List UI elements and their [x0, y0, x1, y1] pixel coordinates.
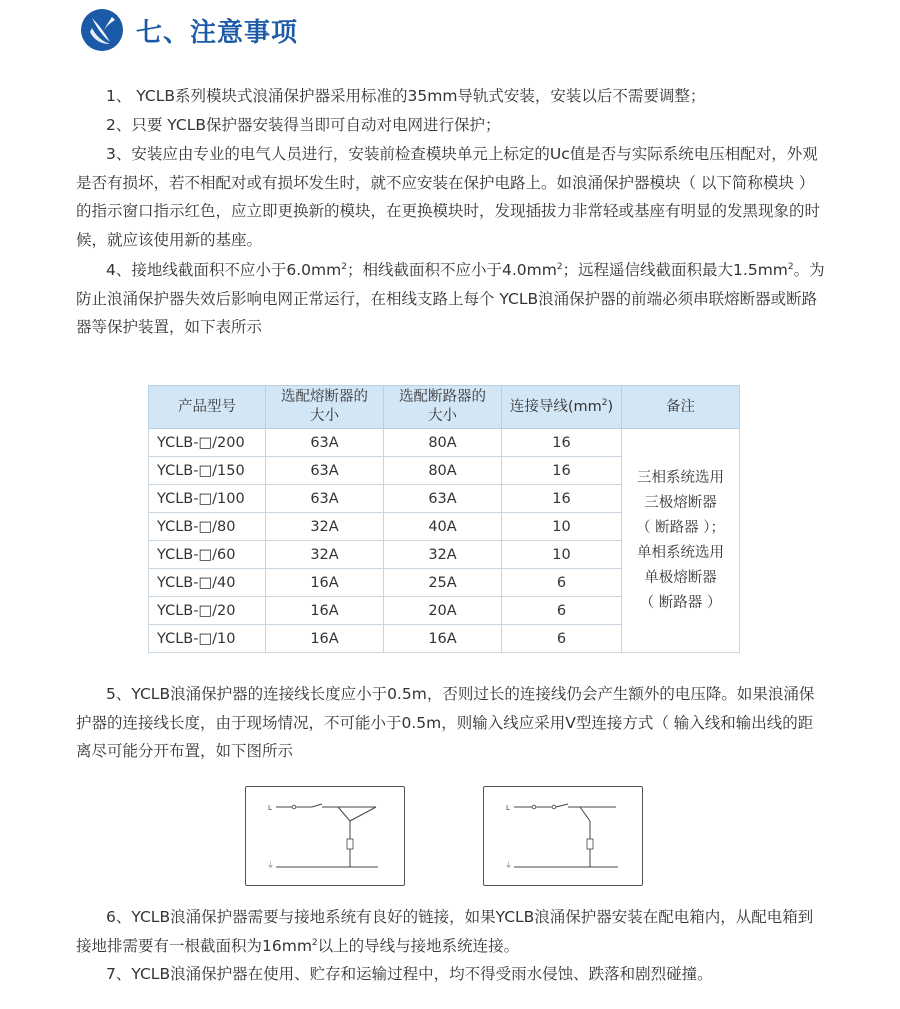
note-item-4-text-c: ；远程遥信线截面积最大1.5mm: [562, 261, 788, 279]
table-header-text: 选配断路器的 大小: [399, 389, 486, 424]
note-item-6-text-a: 6、YCLB浪涌保护器需要与接地系统有良好的链接，如果YCLB浪涌保护器安装在配电箱内，从配电箱到接地排需要有一根截面积为16mm: [76, 908, 814, 955]
table-cell-fuse: 32A: [266, 541, 384, 569]
ground-label: ⏚: [267, 861, 274, 869]
table-header-row: [149, 386, 740, 429]
section-title: 七、注意事项: [136, 17, 299, 48]
table-cell-wire: 10: [502, 541, 622, 569]
table-header-wire: [502, 386, 622, 429]
table-cell-wire: 10: [502, 513, 622, 541]
line-label: L: [506, 804, 510, 812]
v-wiring-diagram-2: [483, 786, 643, 886]
table-cell-model: YCLB-□/100: [149, 485, 266, 513]
table-cell-model: YCLB-□/200: [149, 429, 266, 457]
table-header-text: 连接导线(mm: [509, 398, 602, 415]
note-item-4-text-a: 4、接地线截面积不应小于6.0mm: [106, 261, 342, 279]
line-label: L: [268, 804, 272, 812]
table-cell-fuse: 32A: [266, 513, 384, 541]
note-item-3-text: 3、安装应由专业的电气人员进行，安装前检查模块单元上标定的Uc值是否与实际系统电压相配对，外观是否有损坏，若不相配对或有损坏发生时，就不应安装在保护电路上。如浪涌保护器模块（ 以下简称模块 ）的指示窗口指示红色，应立即更换新的模块，在更换模块时，发现插拔力非常轻或基座有明显的发黑现象的时候，就应该使用新的基座。: [76, 145, 821, 249]
table-cell-model: YCLB-□/150: [149, 457, 266, 485]
table-cell-breaker: 40A: [384, 513, 502, 541]
table-header-fuse: [266, 386, 384, 429]
note-item-4-text-b: ；相线截面积不应小于4.0mm: [346, 261, 557, 279]
table-cell-model: YCLB-□/80: [149, 513, 266, 541]
note-item-4-text-d: 。为防止浪涌保护器失效后影响电网正常运行，在相线支路上每个 YCLB浪涌保护器的前端必须串联熔断器或断路器等保护装置，如下表所示: [76, 261, 825, 336]
table-cell-model: YCLB-□/40: [149, 569, 266, 597]
table-cell-breaker: 20A: [384, 597, 502, 625]
table-cell-breaker: 63A: [384, 485, 502, 513]
table-cell-breaker: 80A: [384, 429, 502, 457]
note-item-6-text-b: 以上的导线与接地系统连接。: [317, 936, 520, 955]
table-cell-model: YCLB-□/20: [149, 597, 266, 625]
table-cell-fuse: 16A: [266, 597, 384, 625]
note-item-3: [76, 140, 828, 254]
table-cell-breaker: 32A: [384, 541, 502, 569]
superscript: 2: [341, 261, 347, 272]
table-header-text: ): [607, 398, 614, 415]
table-header-text: 选配熔断器的 大小: [281, 389, 368, 424]
table-cell-breaker: 16A: [384, 625, 502, 653]
table-header-model: [149, 386, 266, 429]
note-item-5-text: 5、YCLB浪涌保护器的连接线长度应小于0.5m，否则过长的连接线仍会产生额外的电压降。如果浪涌保护器的连接线长度，由于现场情况，不可能小于0.5m，则输入线应采用V型连接方式（ 输入线和输出线的距离尽可能分开布置，如下图所示: [76, 685, 815, 760]
note-item-7: [76, 960, 828, 989]
superscript: 2: [311, 937, 318, 948]
table-cell-wire: 6: [502, 625, 622, 653]
table-cell-wire: 6: [502, 569, 622, 597]
v-wiring-diagram-icon: [246, 787, 404, 885]
table-cell-breaker: 80A: [384, 457, 502, 485]
note-item-2-text: 2、只要 YCLB保护器安装得当即可自动对电网进行保护；: [106, 116, 501, 134]
company-logo-icon: [80, 8, 124, 52]
table-header-breaker: [384, 386, 502, 429]
table-cell-fuse: 16A: [266, 569, 384, 597]
table-cell-fuse: 63A: [266, 429, 384, 457]
superscript: 2: [601, 397, 608, 408]
section-header: [80, 8, 298, 52]
note-item-2: [76, 111, 828, 140]
table-cell-fuse: 16A: [266, 625, 384, 653]
note-item-6: [76, 903, 828, 960]
table-header-note: [622, 386, 740, 429]
table-cell-wire: 16: [502, 457, 622, 485]
superscript: 2: [556, 261, 563, 272]
superscript: 2: [787, 261, 794, 272]
table-header-text: 产品型号: [178, 398, 236, 415]
v-wiring-diagram-icon: [484, 787, 642, 885]
table-cell-model: YCLB-□/10: [149, 625, 266, 653]
table-header-text: 备注: [666, 398, 695, 415]
table-cell-wire: 6: [502, 597, 622, 625]
protection-device-table: [148, 385, 740, 653]
table-note-text: 三相系统选用 三极熔断器 （ 断路器 ）； 单相系统选用 单极熔断器 （ 断路器 ）: [636, 469, 725, 611]
note-item-1-text: 1、 YCLB系列模块式浪涌保护器采用标准的35mm导轨式安装，安装以后不需要调整；: [106, 87, 706, 105]
v-wiring-diagram-1: [245, 786, 405, 886]
note-item-7-text: 7、YCLB浪涌保护器在使用、贮存和运输过程中，均不得受雨水侵蚀、跌落和剧烈碰撞。: [106, 965, 713, 983]
table-row: [149, 429, 740, 457]
table-cell-breaker: 25A: [384, 569, 502, 597]
table-cell-wire: 16: [502, 485, 622, 513]
table-cell-fuse: 63A: [266, 485, 384, 513]
table-cell-model: YCLB-□/60: [149, 541, 266, 569]
table-cell-note: [622, 429, 740, 653]
note-item-1: [76, 82, 828, 111]
table-cell-fuse: 63A: [266, 457, 384, 485]
note-item-4: [76, 256, 828, 342]
note-item-5: [76, 680, 828, 766]
ground-label: ⏚: [505, 861, 512, 869]
table-cell-wire: 16: [502, 429, 622, 457]
